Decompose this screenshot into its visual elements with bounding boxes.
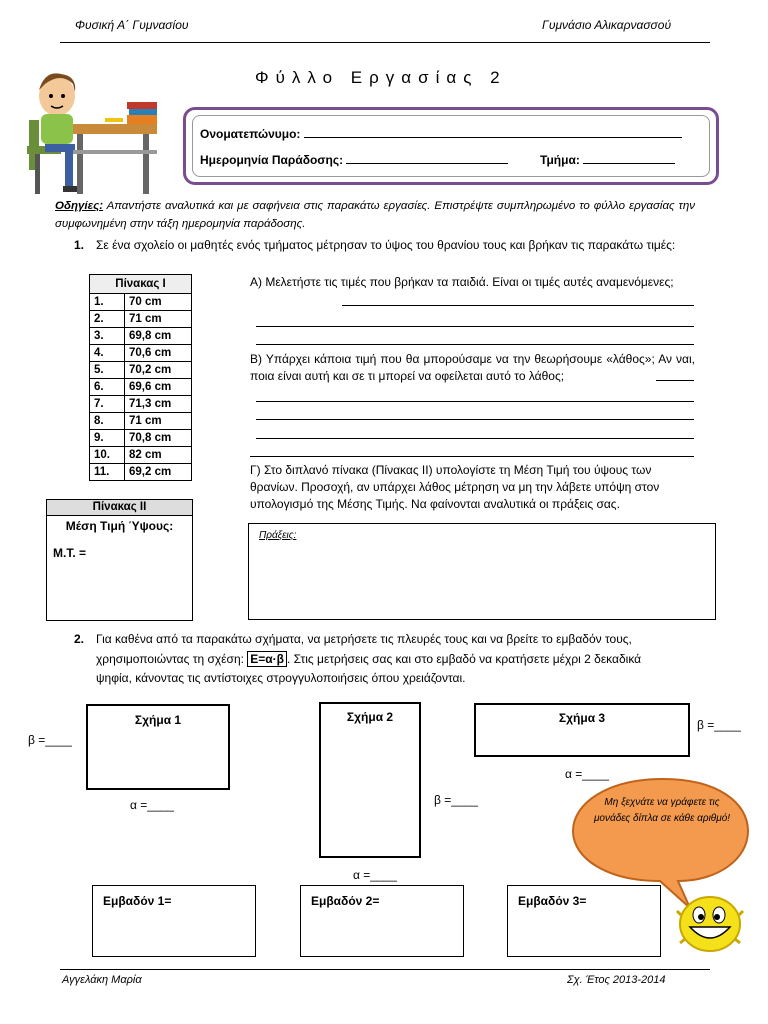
- area-box-2[interactable]: [300, 885, 464, 957]
- header-rule: [60, 42, 710, 43]
- table-1-row-number: 6.: [90, 379, 125, 396]
- table-1-row-value: 69,6 cm: [125, 379, 192, 396]
- table-1-row-value: 70 cm: [125, 294, 192, 311]
- date-input-line[interactable]: [346, 153, 508, 164]
- answer-line-a3[interactable]: [256, 344, 694, 345]
- table-1-row: [90, 311, 192, 328]
- instructions-label: Οδηγίες:: [55, 200, 104, 212]
- table-2-mt[interactable]: Μ.Τ. =: [53, 546, 87, 560]
- answer-line-b1[interactable]: [656, 380, 694, 381]
- q1-text: Σε ένα σχολείο οι μαθητές ενός τμήματος μέτρησαν το ύψος του θρανίου τους και βρήκαν τις παρακάτω τιμές:: [96, 238, 676, 252]
- footer-author: Αγγελάκη Μαρία: [62, 974, 142, 986]
- table-1-row-number: 9.: [90, 430, 125, 447]
- formula: Ε=α·β: [247, 651, 287, 667]
- shape-2-alpha[interactable]: α =____: [353, 868, 397, 882]
- name-field-row[interactable]: [200, 127, 682, 141]
- shape-1-beta[interactable]: β =____: [28, 733, 72, 747]
- shape-3: [474, 703, 690, 757]
- table-1-row-number: 8.: [90, 413, 125, 430]
- table-1-row: [90, 328, 192, 345]
- shape-1: [86, 704, 230, 790]
- shape-3-label: Σχήμα 3: [558, 711, 606, 725]
- table-1-row-number: 5.: [90, 362, 125, 379]
- table-1-row-number: 11.: [90, 464, 125, 481]
- student-info-frame: [183, 107, 719, 185]
- shape-2-beta[interactable]: β =____: [434, 793, 478, 807]
- q1-part-a-text: Α) Μελετήστε τις τιμές που βρήκαν τα παιδιά. Είναι οι τιμές αυτές αναμενόμενες;: [250, 275, 674, 289]
- shape-3-alpha[interactable]: α =____: [565, 767, 609, 781]
- table-1-body: [90, 294, 192, 481]
- q2-text-line2b: . Στις μετρήσεις σας και στο εμβαδό να κρατήσετε μέχρι 2 δεκαδικά: [287, 652, 642, 666]
- table-1: [89, 274, 192, 481]
- table-1-row-value: 71,3 cm: [125, 396, 192, 413]
- answer-line-a1[interactable]: [342, 305, 694, 306]
- shape-1-label: Σχήμα 1: [134, 713, 182, 727]
- class-input-line[interactable]: [583, 153, 675, 164]
- shape-1-alpha[interactable]: α =____: [130, 798, 174, 812]
- table-1-row-value: 69,8 cm: [125, 328, 192, 345]
- name-input-line[interactable]: [304, 127, 682, 138]
- q2-text-line2: [96, 651, 641, 668]
- table-1-row: [90, 294, 192, 311]
- table-1-row-number: 1.: [90, 294, 125, 311]
- q1-part-b-text: Β) Υπάρχει κάποια τιμή που θα μπορούσαμε να την θεωρήσουμε «λάθος»; Αν ναι, ποια είναι αυτή και σε τι μπορεί να οφείλεται αυτό το λάθος;: [250, 352, 695, 383]
- answer-line-b2[interactable]: [256, 401, 694, 402]
- shape-3-beta[interactable]: β =____: [697, 718, 741, 732]
- table-1-row-value: 70,8 cm: [125, 430, 192, 447]
- table-2: [46, 499, 193, 621]
- q2-text-line1: Για καθένα από τα παρακάτω σχήματα, να μετρήσετε τις πλευρές τους και να βρείτε το εμβαδόν τους,: [96, 632, 632, 646]
- date-label: Ημερομηνία Παράδοσης:: [200, 153, 344, 167]
- student-desk-illustration: [15, 50, 165, 200]
- q1-part-c: [250, 462, 695, 513]
- q1-number: 1.: [74, 238, 85, 252]
- name-label: Ονοματεπώνυμο:: [200, 127, 301, 141]
- table-1-row: [90, 345, 192, 362]
- table-1-row-value: 70,2 cm: [125, 362, 192, 379]
- footer-year: Σχ. Έτος 2013-2014: [567, 974, 666, 986]
- table-1-row-value: 82 cm: [125, 447, 192, 464]
- table-1-row-value: 71 cm: [125, 413, 192, 430]
- q2-number: 2.: [74, 632, 85, 646]
- instructions-text: Απαντήστε αναλυτικά και με σαφήνεια στις παρακάτω εργασίες. Επιστρέψτε συμπληρωμένο το φύλλο εργασίας την συμφωνημένη στην τάξη ημερομηνία παράδοσης.: [55, 200, 695, 230]
- table-1-row-number: 2.: [90, 311, 125, 328]
- table-1-row-number: 3.: [90, 328, 125, 345]
- table-1-row: [90, 464, 192, 481]
- table-1-title: Πίνακας Ι: [90, 275, 192, 294]
- table-1-row-value: 69,2 cm: [125, 464, 192, 481]
- answer-line-b5[interactable]: [250, 456, 694, 457]
- answer-line-b3[interactable]: [256, 419, 694, 420]
- work-label: Πράξεις:: [259, 530, 297, 541]
- bubble-text: Μη ξεχνάτε να γράφετε τις μονάδες δίπλα σε κάθε αριθμό!: [593, 797, 731, 824]
- work-box[interactable]: [248, 523, 716, 620]
- shape-2: [319, 702, 421, 858]
- table-1-row-number: 4.: [90, 345, 125, 362]
- table-1-row-value: 71 cm: [125, 311, 192, 328]
- class-label: Τμήμα:: [540, 153, 580, 167]
- area-box-3[interactable]: [507, 885, 661, 957]
- instructions: [55, 197, 695, 233]
- table-2-title: Πίνακας ΙΙ: [47, 500, 192, 516]
- table-2-subtitle: Μέση Τιμή Ύψους:: [65, 519, 174, 533]
- smiley-icon: [675, 893, 745, 955]
- table-1-row-number: 7.: [90, 396, 125, 413]
- answer-line-a2[interactable]: [256, 326, 694, 327]
- q2-text-line3: ψηφία, κάνοντας τις αντίστοιχες στρογγυλοποιήσεις όπου χρειάζονται.: [96, 671, 466, 685]
- header-subject: Φυσική Α΄ Γυμνασίου: [75, 18, 189, 32]
- table-1-row: [90, 362, 192, 379]
- area-box-1[interactable]: [92, 885, 256, 957]
- answer-line-b4[interactable]: [256, 438, 694, 439]
- area-1-label: Εμβαδόν 1=: [103, 894, 172, 908]
- table-1-row-value: 70,6 cm: [125, 345, 192, 362]
- table-1-row: [90, 396, 192, 413]
- q1-part-a: [250, 274, 695, 291]
- table-1-row-number: 10.: [90, 447, 125, 464]
- table-1-row: [90, 447, 192, 464]
- table-1-row: [90, 430, 192, 447]
- shape-2-label: Σχήμα 2: [346, 710, 394, 724]
- q1-part-c-text: Γ) Στο διπλανό πίνακα (Πίνακας ΙΙ) υπολογίστε τη Μέση Τιμή του ύψους των θρανίων. Προσοχή, αν υπάρχει λάθος μέτρηση να μη την λάβετε υπόψη στον υπολογισμό της Μέσης Τιμής. Να φαίνονται αναλυτικά οι πράξεις σας.: [250, 463, 660, 511]
- area-2-label: Εμβαδόν 2=: [311, 894, 380, 908]
- footer-rule: [60, 969, 710, 970]
- page-title: Φύλλο Εργασίας 2: [255, 68, 507, 87]
- header-school: Γυμνάσιο Αλικαρνασσού: [542, 18, 672, 32]
- class-field-row[interactable]: [540, 153, 675, 167]
- table-1-row: [90, 379, 192, 396]
- table-1-row: [90, 413, 192, 430]
- q1-part-b: [250, 351, 695, 385]
- q2-text-line2a: χρησιμοποιώντας τη σχέση:: [96, 652, 244, 666]
- student-info-inner: [192, 115, 710, 177]
- area-3-label: Εμβαδόν 3=: [518, 894, 587, 908]
- date-field-row[interactable]: [200, 153, 508, 167]
